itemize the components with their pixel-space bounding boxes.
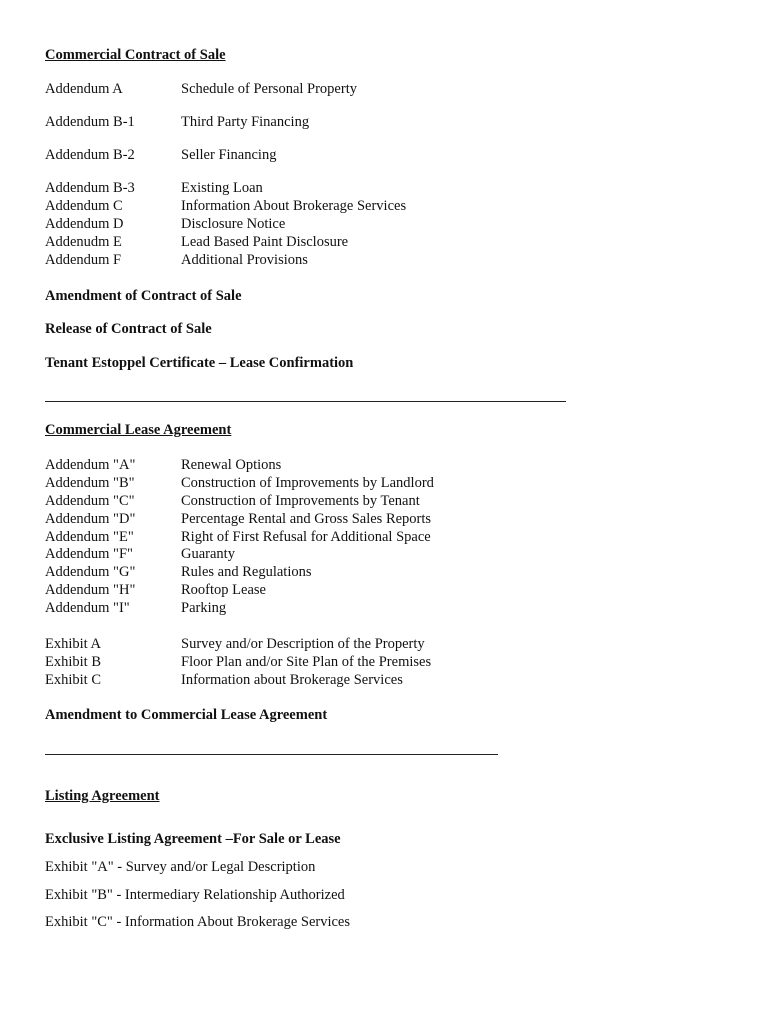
sale-release: Release of Contract of Sale: [45, 321, 212, 337]
lease-exhibit-desc: Floor Plan and/or Site Plan of the Premises: [181, 654, 432, 670]
lease-addendum-desc: Parking: [181, 600, 227, 616]
lease-addendum-label: Addendum "D": [45, 511, 136, 527]
lease-addendum-label: Addendum "I": [45, 600, 130, 616]
sale-addendum-label: Addendum C: [45, 198, 123, 214]
listing-heading: Listing Agreement: [45, 788, 160, 804]
section-divider: [45, 401, 566, 402]
sale-addendum-label: Addendum B-2: [45, 147, 135, 163]
sale-addendum-desc: Third Party Financing: [181, 114, 310, 130]
lease-addendum-label: Addendum "E": [45, 529, 134, 545]
sale-addendum-label: Addendum B-1: [45, 114, 135, 130]
lease-addendum-label: Addendum "C": [45, 493, 135, 509]
exclusive-listing-title: Exclusive Listing Agreement –For Sale or Lease: [45, 831, 341, 847]
lease-addendum-label: Addendum "G": [45, 564, 136, 580]
section-divider: [45, 754, 498, 755]
sale-addendum-label: Addendum A: [45, 81, 123, 97]
sale-addendum-desc: Additional Provisions: [181, 252, 308, 268]
lease-addendum-desc: Right of First Refusal for Additional Space: [181, 529, 431, 545]
lease-amendment: Amendment to Commercial Lease Agreement: [45, 707, 328, 723]
lease-addendum-desc: Renewal Options: [181, 457, 282, 473]
sale-addendum-desc: Schedule of Personal Property: [181, 81, 357, 97]
lease-exhibit-label: Exhibit C: [45, 672, 101, 688]
sale-amendment: Amendment of Contract of Sale: [45, 288, 242, 304]
sale-addendum-label: Addendum D: [45, 216, 124, 232]
listing-exhibit-item: Exhibit "C" - Information About Brokerage Services: [45, 914, 350, 930]
lease-addendum-label: Addendum "H": [45, 582, 136, 598]
sale-addendum-label: Addendum F: [45, 252, 122, 268]
lease-addendum-desc: Construction of Improvements by Tenant: [181, 493, 420, 509]
sale-addendum-desc: Lead Based Paint Disclosure: [181, 234, 349, 250]
tenant-estoppel: Tenant Estoppel Certificate – Lease Confirmation: [45, 355, 354, 371]
listing-exhibit-item: Exhibit "A" - Survey and/or Legal Description: [45, 859, 316, 875]
sale-addendum-label: Addenudm E: [45, 234, 122, 250]
sale-addendum-desc: Disclosure Notice: [181, 216, 286, 232]
sale-addendum-desc: Seller Financing: [181, 147, 277, 163]
lease-addendum-desc: Rooftop Lease: [181, 582, 266, 598]
lease-heading: Commercial Lease Agreement: [45, 422, 232, 438]
lease-exhibit-label: Exhibit B: [45, 654, 101, 670]
lease-addendum-desc: Rules and Regulations: [181, 564, 312, 580]
lease-addendum-desc: Guaranty: [181, 546, 235, 562]
sale-addendum-label: Addendum B-3: [45, 180, 135, 196]
lease-exhibit-desc: Survey and/or Description of the Property: [181, 636, 425, 652]
lease-exhibit-label: Exhibit A: [45, 636, 101, 652]
lease-addendum-desc: Construction of Improvements by Landlord: [181, 475, 434, 491]
lease-addendum-label: Addendum "A": [45, 457, 136, 473]
lease-addendum-label: Addendum "F": [45, 546, 133, 562]
sale-addendum-desc: Existing Loan: [181, 180, 263, 196]
sale-heading: Commercial Contract of Sale: [45, 47, 226, 63]
sale-addendum-desc: Information About Brokerage Services: [181, 198, 407, 214]
lease-exhibit-desc: Information about Brokerage Services: [181, 672, 403, 688]
lease-addendum-label: Addendum "B": [45, 475, 135, 491]
lease-addendum-desc: Percentage Rental and Gross Sales Reports: [181, 511, 432, 527]
listing-exhibit-item: Exhibit "B" - Intermediary Relationship Authorized: [45, 887, 345, 903]
